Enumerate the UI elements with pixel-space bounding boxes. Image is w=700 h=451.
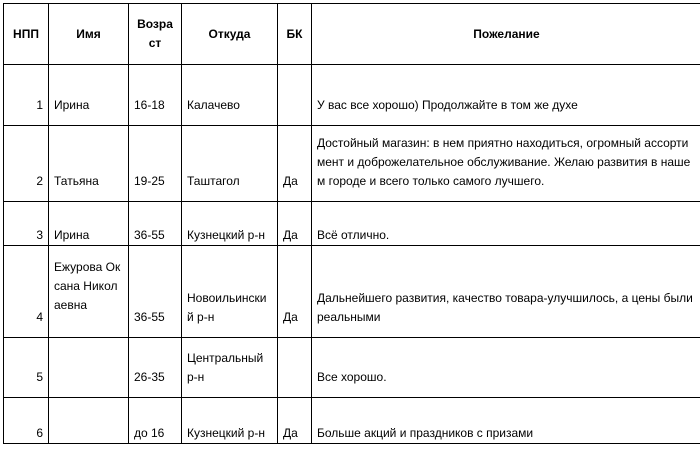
header-wish: Пожелание (312, 4, 700, 65)
row-number: 3 (4, 202, 49, 246)
row-name (49, 398, 129, 444)
row-from: Калачево (182, 65, 278, 126)
row-name: Татьяна (49, 126, 129, 202)
row-age: 36-55 (129, 202, 182, 246)
table-row (4, 398, 700, 444)
row-wish: Больше акций и праздников с призами (312, 398, 700, 444)
row-wish: Всё отлично. (312, 202, 700, 246)
row-number: 4 (4, 246, 49, 338)
header-npp: НПП (4, 4, 49, 65)
row-age: 36-55 (129, 246, 182, 338)
row-bk (278, 338, 312, 398)
table-row (4, 202, 700, 246)
row-age: 26-35 (129, 338, 182, 398)
table-row (4, 338, 700, 398)
row-age: 19-25 (129, 126, 182, 202)
header-bk: БК (278, 4, 312, 65)
row-from: Кузнецкий р-н (182, 398, 278, 444)
row-age: до 16 (129, 398, 182, 444)
header-name: Имя (49, 4, 129, 65)
row-wish: Достойный магазин: в нем приятно находиться, огромный ассортимент и доброжелательное обслуживание. Желаю развития в нашем городе и всего только самого лучшего. (312, 126, 700, 202)
row-bk: Да (278, 126, 312, 202)
table-row (4, 246, 700, 338)
row-bk (278, 65, 312, 126)
row-from: Кузнецкий р-н (182, 202, 278, 246)
row-from: Центральный р-н (182, 338, 278, 398)
table-row (4, 126, 700, 202)
row-bk: Да (278, 246, 312, 338)
row-from: Новоильинский р-н (182, 246, 278, 338)
row-number: 6 (4, 398, 49, 444)
row-name (49, 338, 129, 398)
row-name: Ирина (49, 202, 129, 246)
row-bk: Да (278, 398, 312, 444)
table-row (4, 65, 700, 126)
row-wish: Дальнейшего развития, качество товара-улучшилось, а цены были реальными (312, 246, 700, 338)
row-from: Таштагол (182, 126, 278, 202)
row-name: Ирина (49, 65, 129, 126)
row-wish: Все хорошо. (312, 338, 700, 398)
survey-table (3, 3, 700, 444)
header-from: Откуда (182, 4, 278, 65)
row-number: 2 (4, 126, 49, 202)
header-row (4, 4, 700, 65)
row-number: 1 (4, 65, 49, 126)
row-wish: У вас все хорошо) Продолжайте в том же духе (312, 65, 700, 126)
row-bk: Да (278, 202, 312, 246)
row-age: 16-18 (129, 65, 182, 126)
row-number: 5 (4, 338, 49, 398)
row-name: Ежурова Оксана Николаевна (49, 246, 129, 338)
header-age: Возраст (129, 4, 182, 65)
